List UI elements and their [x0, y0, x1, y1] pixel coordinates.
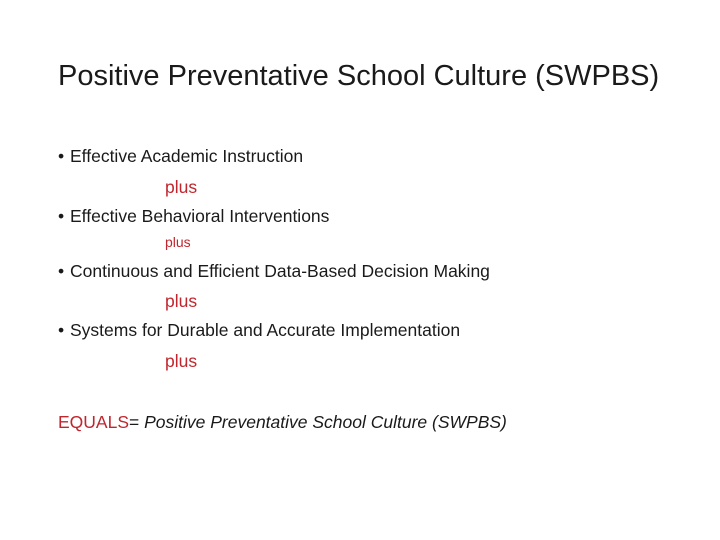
bullet-icon: •: [58, 261, 65, 281]
plus-connector: plus: [165, 177, 198, 197]
slide-title: Positive Preventative School Culture (SWPBS): [58, 60, 660, 92]
bullet-text: Effective Behavioral Interventions: [70, 206, 330, 226]
equals-sign: =: [129, 412, 145, 432]
bullet-icon: •: [58, 320, 65, 340]
bullet-item-behavioral-interventions: [58, 206, 329, 227]
bullet-icon: •: [58, 206, 65, 226]
bullet-icon: •: [58, 146, 65, 166]
plus-connector: plus: [165, 351, 198, 371]
bullet-item-academic-instruction: [58, 146, 303, 167]
equals-text: Positive Preventative School Culture (SWPBS): [144, 412, 507, 432]
plus-connector: plus: [165, 234, 191, 250]
equals-statement: [58, 412, 507, 433]
bullet-text: Continuous and Efficient Data-Based Decision Making: [70, 261, 490, 281]
bullet-item-systems-implementation: [58, 320, 460, 341]
bullet-text: Effective Academic Instruction: [70, 146, 304, 166]
bullet-text: Systems for Durable and Accurate Implementation: [70, 320, 461, 340]
equals-word: EQUALS: [58, 412, 129, 432]
plus-connector: plus: [165, 291, 198, 311]
bullet-item-data-based-decision-making: [58, 261, 490, 282]
